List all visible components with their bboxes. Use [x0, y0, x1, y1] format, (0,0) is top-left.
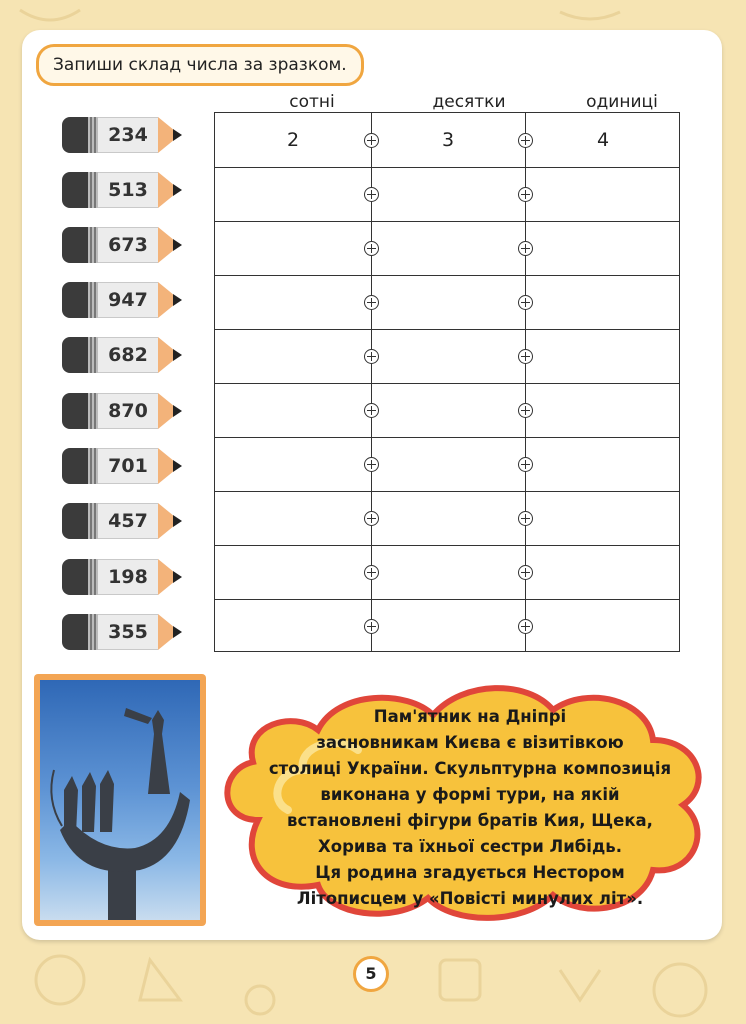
- info-line: засновникам Києва є візитівкою: [316, 733, 624, 752]
- number-label: 701: [98, 448, 158, 484]
- plus-icon: [518, 403, 533, 418]
- plus-icon: [518, 133, 533, 148]
- number-label: 682: [98, 337, 158, 373]
- page-number: 5: [353, 956, 389, 992]
- number-label: 198: [98, 559, 158, 595]
- header-tens: десятки: [432, 92, 506, 112]
- monument-info-text: [252, 704, 688, 912]
- plus-icon: [518, 511, 533, 526]
- example-hundreds: 2: [286, 129, 300, 151]
- plus-icon: [518, 295, 533, 310]
- number-label: 673: [98, 227, 158, 263]
- plus-icon: [518, 565, 533, 580]
- number-label: 457: [98, 503, 158, 539]
- number-label: 947: [98, 282, 158, 318]
- plus-icon: [364, 133, 379, 148]
- plus-icon: [364, 619, 379, 634]
- pencil-number: [62, 447, 188, 485]
- plus-icon: [364, 187, 379, 202]
- plus-icon: [364, 349, 379, 364]
- example-tens: 3: [441, 129, 455, 151]
- worksheet-page: [22, 30, 722, 940]
- plus-icon: [364, 511, 379, 526]
- task-instruction: Запиши склад числа за зразком.: [36, 44, 364, 86]
- pencil-number: [62, 171, 188, 209]
- number-label: 234: [98, 117, 158, 153]
- plus-icon: [518, 187, 533, 202]
- monument-photo: [40, 680, 200, 920]
- plus-icon: [518, 241, 533, 256]
- info-line: виконана у формі тури, на якій: [320, 785, 620, 804]
- header-hundreds: сотні: [289, 92, 335, 112]
- info-line: Пам'ятник на Дніпрі: [373, 707, 567, 726]
- header-units: одиниці: [586, 92, 658, 112]
- info-line: встановлені фігури братів Кия, Щека,: [287, 811, 653, 830]
- plus-icon: [518, 349, 533, 364]
- pencil-number: [62, 336, 188, 374]
- plus-icon: [364, 241, 379, 256]
- plus-icon: [364, 457, 379, 472]
- plus-icon: [518, 619, 533, 634]
- number-label: 513: [98, 172, 158, 208]
- pencil-number: [62, 613, 188, 651]
- plus-icon: [364, 565, 379, 580]
- info-line: Хорива та їхньої сестри Либідь.: [318, 837, 622, 856]
- example-units: 4: [596, 129, 610, 151]
- number-label: 355: [98, 614, 158, 650]
- monument-photo-frame: [34, 674, 206, 926]
- info-line: столиці України. Скульптурна композиція: [268, 759, 672, 778]
- plus-icon: [364, 403, 379, 418]
- info-line: Ця родина згадується Нестором: [315, 863, 625, 882]
- pencil-number: [62, 502, 188, 540]
- info-line: Літописцем у «Повісті минулих літ».: [296, 889, 644, 908]
- pencil-number: [62, 116, 188, 154]
- number-composition-table: [214, 112, 680, 652]
- pencil-number: [62, 226, 188, 264]
- pencil-number: [62, 558, 188, 596]
- plus-icon: [518, 457, 533, 472]
- pencil-number: [62, 281, 188, 319]
- monument-silhouette: [40, 680, 200, 920]
- number-label: 870: [98, 393, 158, 429]
- pencil-number: [62, 392, 188, 430]
- plus-icon: [364, 295, 379, 310]
